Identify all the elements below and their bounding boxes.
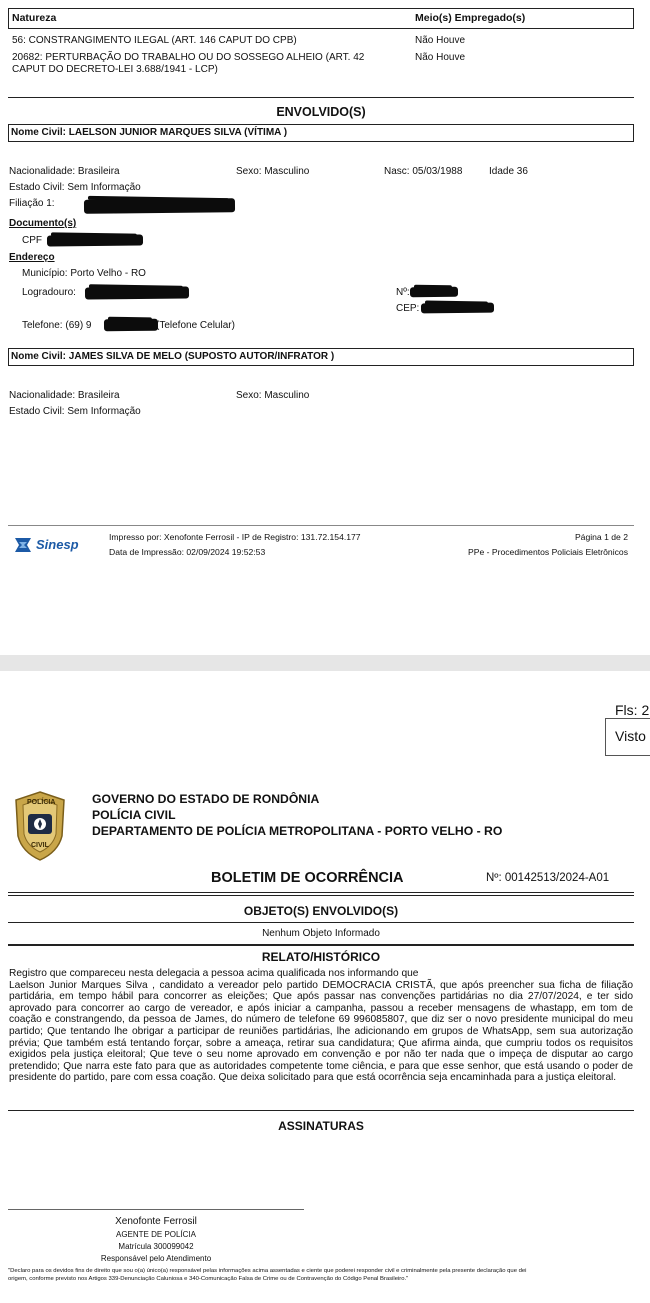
badge-top-text: POLÍCIA <box>27 799 56 806</box>
data-impressao: Data de Impressão: 02/09/2024 19:52:53 <box>109 547 266 557</box>
vitima-name: Nome Civil: LAELSON JUNIOR MARQUES SILVA (VÍTIMA ) <box>11 127 288 138</box>
declaracao-line-1: "Declaro para os devidos fins de direito que sou o(a) único(a) responsável pelas informações acima assentadas e ciente que poderei responder civil e criminalmente pela presente declaração que dei <box>8 1268 527 1274</box>
policia-civil-title: POLÍCIA CIVIL <box>92 808 176 822</box>
redaction-logradouro <box>85 286 189 299</box>
vitima-nasc: Nasc: 05/03/1988 <box>384 166 463 177</box>
sinesp-logo-icon <box>12 534 34 556</box>
natureza-header-label: Natureza <box>12 12 57 24</box>
natureza-row-2-desc: 20682: PERTURBAÇÃO DO TRABALHO OU DO SOSSEGO ALHEIO (ART. 42 <box>12 52 365 63</box>
signer-role: AGENTE DE POLÍCIA <box>115 1230 197 1239</box>
cpf-label: CPF <box>22 235 42 246</box>
documentos-label: Documento(s) <box>9 218 77 229</box>
natureza-row-2-desc-cont: CAPUT DO DECRETO-LEI 3.688/1941 - LCP) <box>12 64 218 75</box>
envolvidos-title: ENVOLVIDO(S) <box>276 105 366 119</box>
redaction-telefone <box>104 319 158 332</box>
autor-estado-civil: Estado Civil: Sem Informação <box>9 406 141 417</box>
assinaturas-title: ASSINATURAS <box>278 1119 364 1133</box>
telefone-suffix: (Telefone Celular) <box>156 320 235 331</box>
endereco-label: Endereço <box>9 252 55 263</box>
divider <box>8 922 634 923</box>
vitima-idade: Idade 36 <box>489 166 528 177</box>
boletim-numero: Nº: 00142513/2024-A01 <box>486 872 610 884</box>
telefone-prefix: Telefone: (69) 9 <box>22 320 92 331</box>
autor-sexo: Sexo: Masculino <box>236 390 310 401</box>
numero-label: Nº: <box>396 287 410 298</box>
badge-bottom-text: CIVIL <box>31 842 49 849</box>
departamento-title: DEPARTAMENTO DE POLÍCIA METROPOLITANA - PORTO VELHO - RO <box>92 824 503 838</box>
redaction-filiacao <box>84 198 235 214</box>
footer-divider <box>8 525 634 526</box>
divider <box>8 892 634 893</box>
gov-title: GOVERNO DO ESTADO DE RONDÔNIA <box>92 792 320 806</box>
ppe-label: PPe - Procedimentos Policiais Eletrônicos <box>467 547 628 557</box>
divider <box>8 895 634 896</box>
visto-label: Visto <box>615 728 646 744</box>
relato-line-1: Registro que compareceu nesta delegacia a pessoa acima qualificada nos informando que <box>9 968 419 979</box>
meio-empregado-header-label: Meio(s) Empregado(s) <box>415 12 526 24</box>
objetos-title: OBJETO(S) ENVOLVIDO(S) <box>243 904 399 918</box>
page-separator <box>0 655 650 671</box>
natureza-row-2-meio: Não Houve <box>415 52 466 63</box>
vitima-filiacao: Filiação 1: <box>9 198 55 209</box>
divider <box>8 944 634 946</box>
redaction-cpf <box>47 234 143 246</box>
cep-label: CEP: <box>396 303 420 314</box>
signer-matricula: Matrícula 300099042 <box>118 1242 194 1251</box>
objetos-text: Nenhum Objeto Informado <box>262 928 380 939</box>
divider <box>8 1110 634 1111</box>
municipio: Município: Porto Velho - RO <box>22 268 146 279</box>
vitima-estado-civil: Estado Civil: Sem Informação <box>9 182 141 193</box>
signer-responsavel: Responsável pelo Atendimento <box>100 1254 212 1263</box>
vitima-sexo: Sexo: Masculino <box>236 166 310 177</box>
natureza-row-1-meio: Não Houve <box>415 35 466 46</box>
policia-civil-badge <box>12 790 68 862</box>
logradouro-label: Logradouro: <box>22 287 76 298</box>
redaction-numero <box>410 287 458 298</box>
natureza-row-1-desc: 56: CONSTRANGIMENTO ILEGAL (ART. 146 CAPUT DO CPB) <box>12 35 297 46</box>
sinesp-logo-text: Sinesp <box>36 537 79 552</box>
autor-name: Nome Civil: JAMES SILVA DE MELO (SUPOSTO AUTOR/INFRATOR ) <box>11 351 335 362</box>
vitima-nacionalidade: Nacionalidade: Brasileira <box>9 166 120 177</box>
signature-line <box>8 1209 304 1210</box>
autor-nacionalidade: Nacionalidade: Brasileira <box>9 390 120 401</box>
relato-paragraph: Laelson Junior Marques Silva , candidato a vereador pelo partido DEMOCRACIA CRISTÃ, que após preencher sua ficha de filiação partidária, em tempo hábil para concorrer as eleições; Que após passar nas convenções partidárias no dia 27/07/2024, e ter sido aprovado para concorrer ao cargo de vereador, e após iniciar a campanha, passou a receber mensagens de whastapp, em tom de coação e constrangendo, da pessoa de James, do número de telefone 69 996085807, que diz ser o novo presidente municipal do meu partido; Que tentando lhe obrigar a participar de reuniões partidárias, lhe adicionando em grupos de WhatsApp, sem sua autorização prévia; Que também está tentando forçar, sobre a ameaça, retirar sua candidatura; Que afirma ainda, que cumpriu todos os requisitos exigidos pela justiça eleitoral; Que teve o seu nome aprovado em convenção e por não ter nada que o impeça de disputar ao cargo pretendido; Que narra este fato para que as autoridades competente tome ciência, e para que esse senhor, que está usando o poder de presidente do partido, pare com essa coação. Que deixa solicitado para que está ocorrência seja encaminhada para a justiça eleitoral. <box>9 979 633 1084</box>
natureza-header-box <box>8 8 634 29</box>
pagina-indicator: Página 1 de 2 <box>574 532 628 542</box>
declaracao-line-2: origem, conforme previsto nos Artigos 339-Denunciação Caluniosa e 340-Comunicação Falsa de Crime ou de Contravenção do Código Penal Brasileiro." <box>8 1276 409 1282</box>
redaction-cep <box>421 303 494 314</box>
fls-label: Fls: 2 <box>615 702 650 718</box>
boletim-title: BOLETIM DE OCORRÊNCIA <box>211 870 404 886</box>
impresso-por: Impresso por: Xenofonte Ferrosil - IP de Registro: 131.72.154.177 <box>109 532 361 542</box>
signer-name: Xenofonte Ferrosil <box>115 1216 197 1227</box>
divider <box>8 97 634 98</box>
relato-text <box>9 968 633 1084</box>
relato-title: RELATO/HISTÓRICO <box>261 950 381 964</box>
